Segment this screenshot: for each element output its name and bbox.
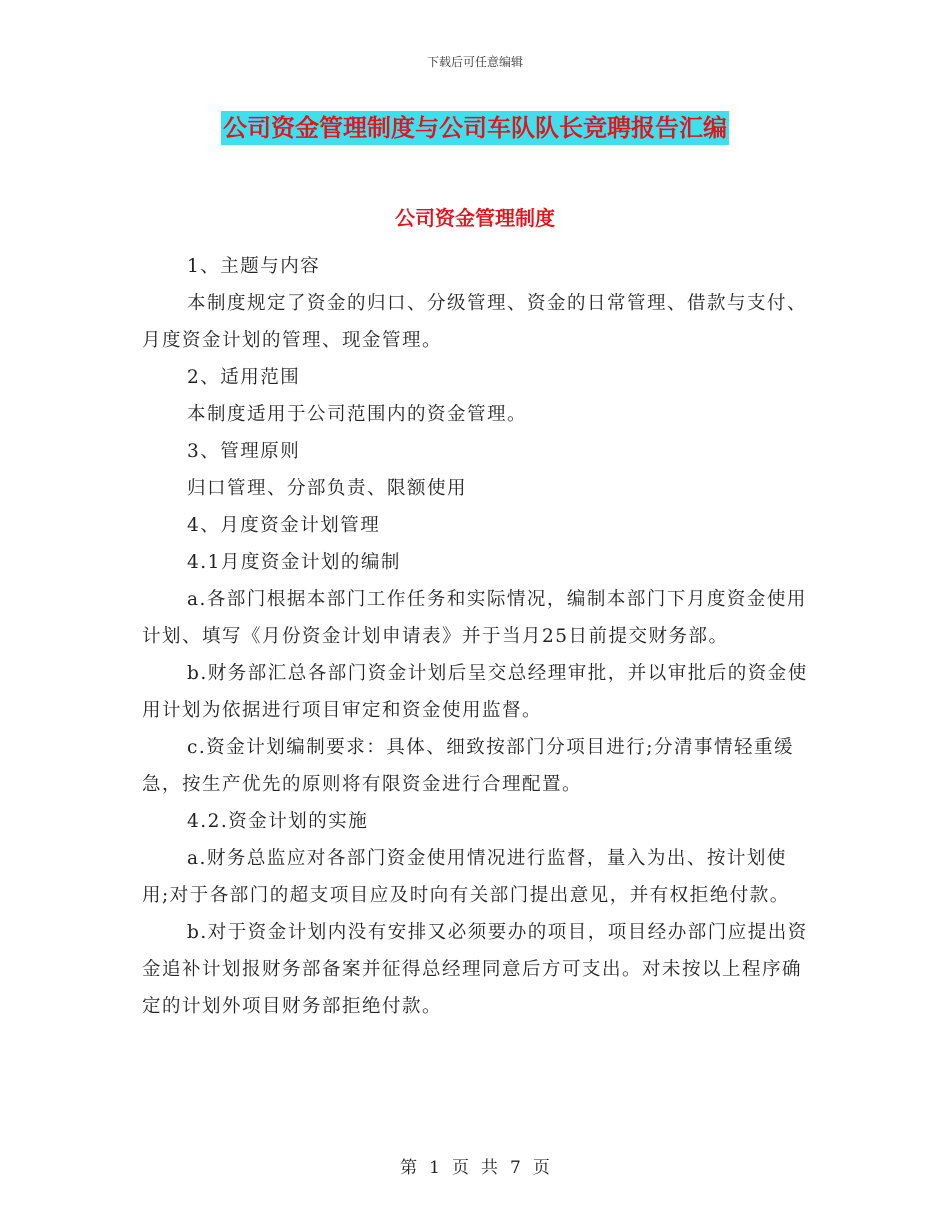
paragraph: 2、适用范围 bbox=[187, 367, 301, 388]
footer-total-prefix: 共 bbox=[481, 1158, 498, 1178]
paragraph: 4、月度资金计划管理 bbox=[187, 515, 381, 536]
document-body bbox=[142, 248, 808, 1025]
footer-page-label: 页 bbox=[452, 1158, 469, 1178]
paragraph: a.财务总监应对各部门资金使用情况进行监督，量入为出、按计划使用;对于各部门的超支项目应及时向有关部门提出意见，并有权拒绝付款。 bbox=[142, 848, 790, 906]
paragraph: 1、主题与内容 bbox=[187, 256, 321, 277]
page-footer bbox=[0, 1153, 950, 1178]
paragraph: 归口管理、分部负责、限额使用 bbox=[187, 478, 468, 499]
header-note: 下载后可任意编辑 bbox=[426, 55, 523, 69]
section-title: 公司资金管理制度 bbox=[395, 206, 555, 230]
paragraph: 3、管理原则 bbox=[187, 441, 301, 462]
paragraph: b.对于资金计划内没有安排又必须要办的项目，项目经办部门应提出资金追补计划报财务部备案并征得总经理同意后方可支出。对未按以上程序确定的计划外项目财务部拒绝付款。 bbox=[142, 922, 808, 1017]
document-title-text: 公司资金管理制度与公司车队队长竞聘报告汇编 bbox=[221, 111, 729, 145]
footer-suffix: 页 bbox=[532, 1158, 550, 1178]
document-title bbox=[0, 111, 950, 145]
paragraph: b.财务部汇总各部门资金计划后呈交总经理审批，并以审批后的资金使用计划为依据进行项目审定和资金使用监督。 bbox=[142, 663, 808, 721]
total-pages: 7 bbox=[510, 1158, 521, 1178]
paragraph: c.资金计划编制要求：具体、细致按部门分项目进行;分清事情轻重缓急，按生产优先的原则将有限资金进行合理配置。 bbox=[142, 737, 794, 795]
paragraph: 本制度规定了资金的归口、分级管理、资金的日常管理、借款与支付、月度资金计划的管理、现金管理。 bbox=[142, 293, 808, 351]
page-number: 1 bbox=[429, 1158, 440, 1178]
paragraph: 4.1月度资金计划的编制 bbox=[187, 552, 401, 573]
paragraph: a.各部门根据本部门工作任务和实际情况，编制本部门下月度资金使用计划、填写《月份资金计划申请表》并于当月25日前提交财务部。 bbox=[142, 589, 807, 647]
paragraph: 本制度适用于公司范围内的资金管理。 bbox=[187, 404, 528, 425]
paragraph: 4.2.资金计划的实施 bbox=[187, 811, 369, 832]
footer-prefix: 第 bbox=[400, 1158, 418, 1178]
